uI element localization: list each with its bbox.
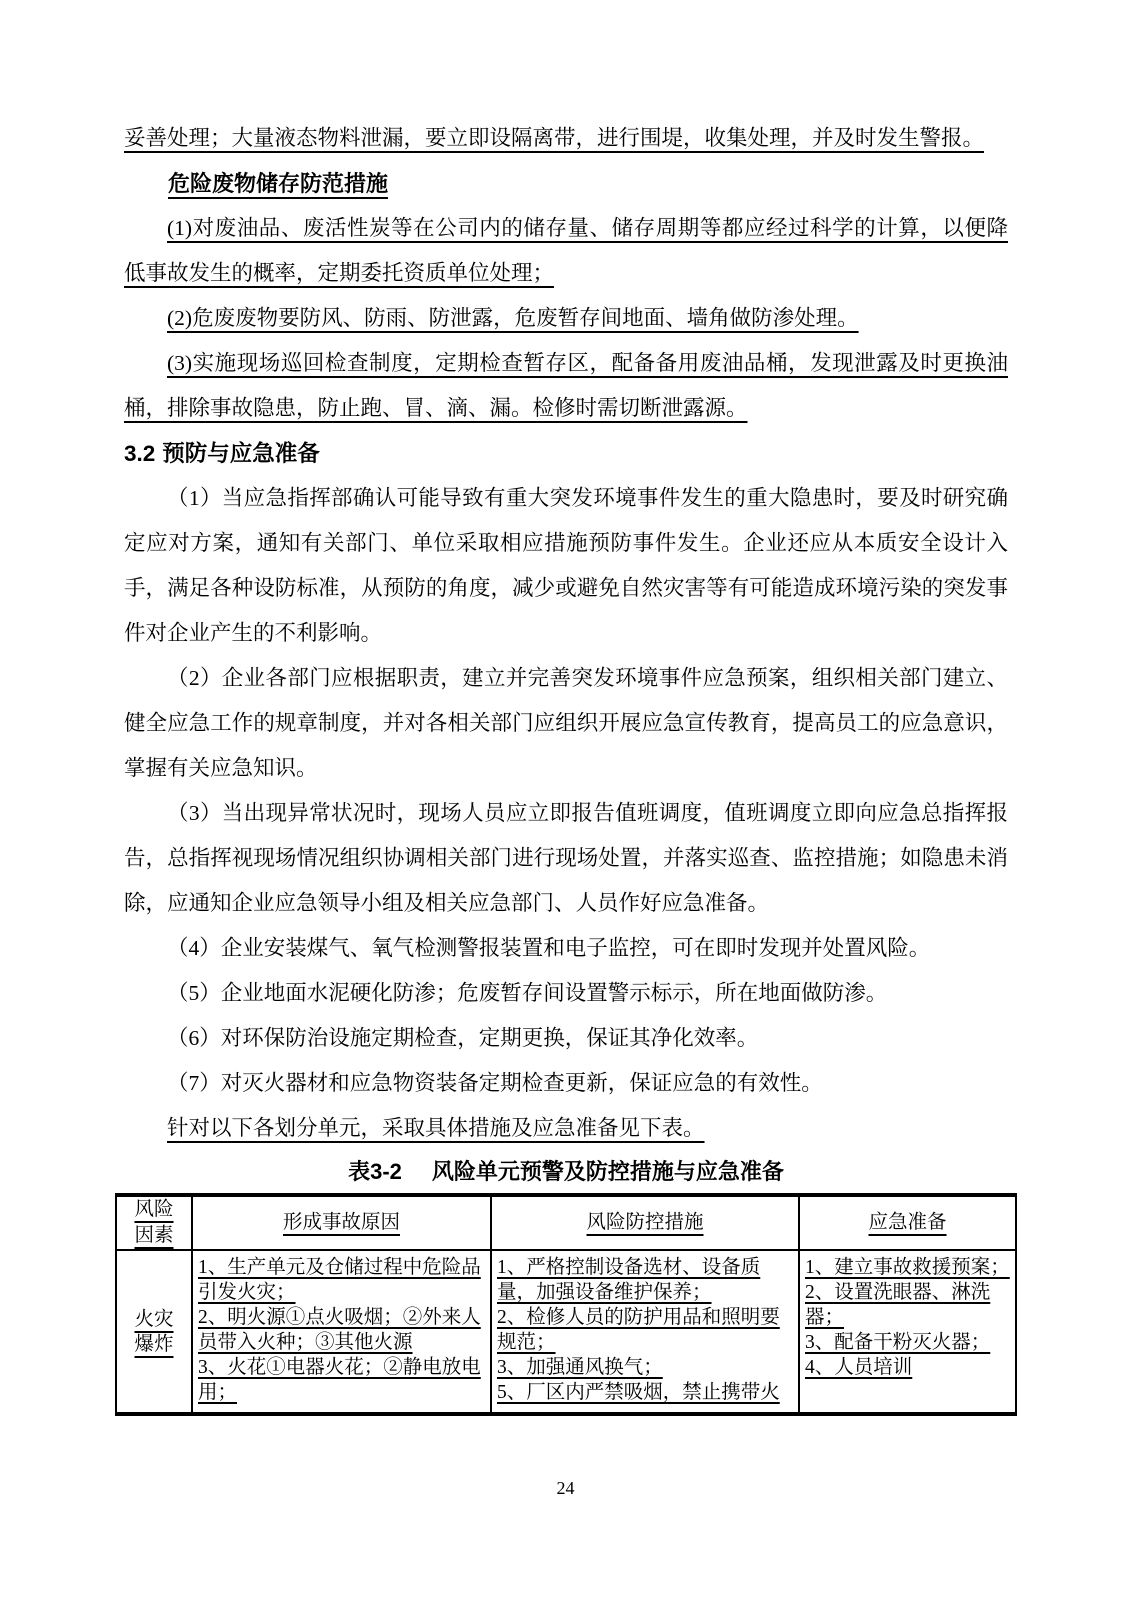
control-measure-item: 5、厂区内严禁吸烟，禁止携带火 <box>497 1382 780 1403</box>
header-emergency-preparations-label: 应急准备 <box>868 1212 947 1233</box>
prevention-paragraph: （2）企业各部门应根据职责，建立并完善突发环境事件应急预案，组织相关部门建立、健全应急工作的规章制度，并对各相关部门应组织开展应急宣传教育，提高员工的应急意识，掌握有关应急知识。 <box>124 666 1008 780</box>
table-lead-in: 针对以下各划分单元，采取具体措施及应急准备见下表。 <box>167 1116 705 1140</box>
accident-cause-item: 1、生产单元及仓储过程中危险品引发火灾； <box>198 1257 481 1303</box>
header-control-measures <box>491 1195 799 1250</box>
control-measure-item: 2、检修人员的防护用品和照明要规范； <box>497 1307 780 1353</box>
emergency-preparation-item: 4、人员培训 <box>805 1357 913 1378</box>
cell-accident-causes <box>192 1250 491 1414</box>
cell-risk-factor <box>116 1250 192 1414</box>
continuation-paragraph: 妥善处理；大量液态物料泄漏，要立即设隔离带，进行围堤，收集处理，并及时发生警报。 <box>124 126 985 150</box>
emergency-preparation-item: 1、建立事故救援预案； <box>805 1257 1010 1278</box>
prevention-paragraph: （6）对环保防治设施定期检查，定期更换，保证其净化效率。 <box>167 1026 759 1050</box>
header-risk-factor-label: 风险因素 <box>134 1199 174 1246</box>
header-accident-causes <box>192 1195 491 1250</box>
hazard-storage-items <box>124 206 1008 431</box>
accident-cause-item: 2、明火源①点火吸烟；②外来人员带入火种；③其他火源 <box>198 1307 481 1353</box>
header-emergency-preparations <box>799 1195 1016 1250</box>
hazard-storage-heading: 危险废物储存防范措施 <box>168 171 389 196</box>
cell-control-measures <box>491 1250 799 1414</box>
table-caption <box>124 1154 1008 1190</box>
hazard-storage-item: (1)对废油品、废活性炭等在公司内的储存量、储存周期等都应经过科学的计算，以便降低事故发生的概率，定期委托资质单位处理； <box>124 216 1008 285</box>
hazard-storage-item: (3)实施现场巡回检查制度，定期检查暂存区，配备备用废油品桶，发现泄露及时更换油桶，排除事故隐患，防止跑、冒、滴、漏。检修时需切断泄露源。 <box>124 351 1008 420</box>
page-number: 24 <box>556 1478 575 1498</box>
header-risk-factor <box>116 1195 192 1250</box>
section-heading <box>124 431 1008 476</box>
hazard-storage-item: (2)危废废物要防风、防雨、防泄露，危废暂存间地面、墙角做防渗处理。 <box>167 306 859 330</box>
emergency-preparation-item: 2、设置洗眼器、淋洗器； <box>805 1282 991 1328</box>
risk-table <box>115 1193 1017 1416</box>
prevention-paragraph: （1）当应急指挥部确认可能导致有重大突发环境事件发生的重大隐患时，要及时研究确定应对方案，通知有关部门、单位采取相应措施预防事件发生。企业还应从本质安全设计入手，满足各种设防标准，从预防的角度，减少或避免自然灾害等有可能造成环境污染的突发事件对企业产生的不利影响。 <box>124 486 1008 645</box>
risk-factor-label: 火灾爆炸 <box>134 1308 174 1355</box>
table-caption-label: 表3-2 <box>348 1159 402 1184</box>
cell-emergency-preparations <box>799 1250 1016 1414</box>
section-number: 3.2 <box>124 441 156 466</box>
prevention-paragraph: （5）企业地面水泥硬化防渗；危废暂存间设置警示标示，所在地面做防渗。 <box>167 981 888 1005</box>
header-control-measures-label: 风险防控措施 <box>586 1212 704 1233</box>
table-header-row <box>116 1195 1016 1250</box>
prevention-paragraph: （7）对灭火器材和应急物资装备定期检查更新，保证应急的有效性。 <box>167 1071 823 1095</box>
header-accident-causes-label: 形成事故原因 <box>282 1212 400 1233</box>
prevention-paragraphs <box>124 476 1008 1106</box>
control-measure-item: 1、严格控制设备选材、设备质量，加强设备维护保养； <box>497 1257 761 1303</box>
section-title: 预防与应急准备 <box>162 441 320 466</box>
prevention-paragraph: （4）企业安装煤气、氧气检测警报装置和电子监控，可在即时发现并处置风险。 <box>167 936 931 960</box>
control-measure-item: 3、加强通风换气； <box>497 1357 663 1378</box>
page-content <box>124 116 1008 1416</box>
prevention-paragraph: （3）当出现异常状况时，现场人员应立即报告值班调度，值班调度立即向应急总指挥报告，总指挥视现场情况组织协调相关部门进行现场处置，并落实巡查、监控措施；如隐患未消除，应通知企业应急领导小组及相关应急部门、人员作好应急准备。 <box>124 801 1008 915</box>
table-row-fire-explosion <box>116 1250 1016 1414</box>
table-caption-title: 风险单元预警及防控措施与应急准备 <box>431 1159 784 1184</box>
emergency-preparation-item: 3、配备干粉灭火器； <box>805 1332 991 1353</box>
accident-cause-item: 3、火花①电器火花；②静电放电用； <box>198 1357 481 1403</box>
